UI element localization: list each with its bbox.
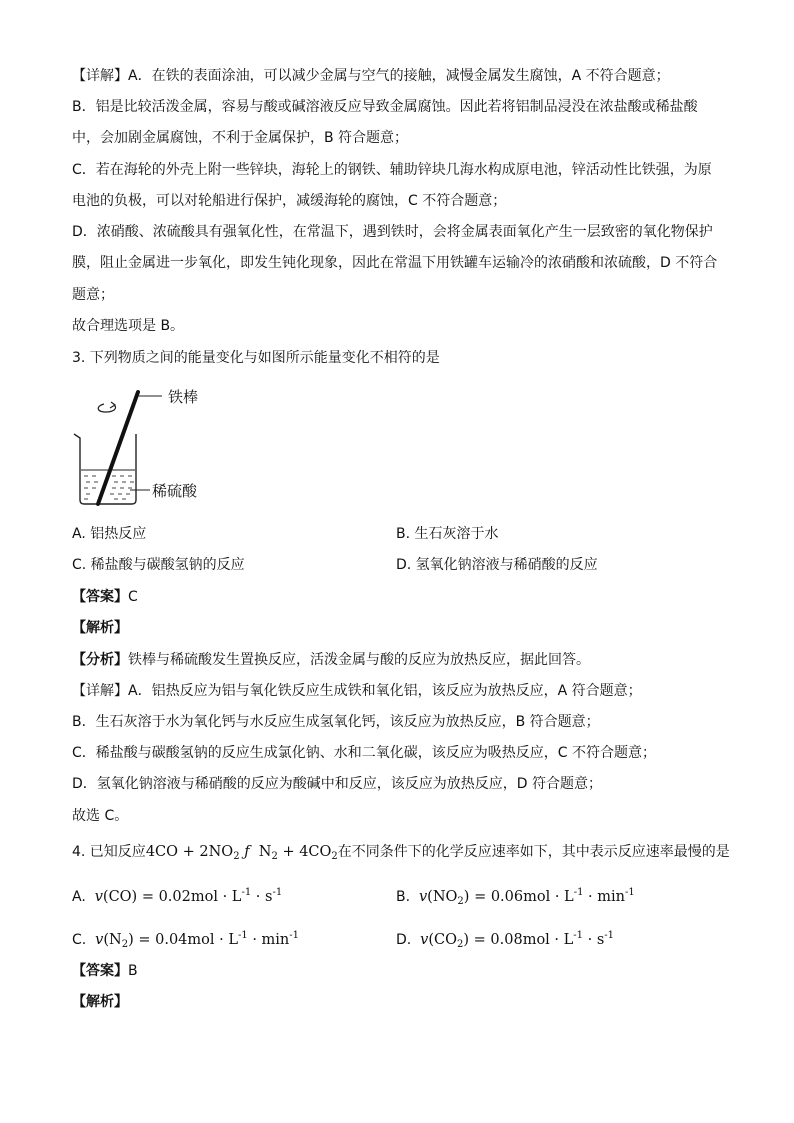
q4-option-d: D. $v(CO_2) = 0.08mol \cdot L^{-1} \cdot s^{-1}$ [396,930,615,950]
question-4-stem: 4. 已知反应$4CO + 2NO_2$ ƒ $N_2 + 4CO_2$在不同条件下的化学反应速率如下，其中表示反应速率最慢的是 [72,844,730,862]
text-line: 故合理选项是 B。 [72,318,185,334]
analysis-head: 【分析】 [72,652,128,668]
option-a: A. 铝热反应 [72,526,147,542]
detail-line: 【详解】A．铝热反应为铝与氧化铁反应生成铁和氧化铝，该反应为放热反应，A 符合题意； [72,683,642,699]
text-line: 题意； [72,287,114,303]
iron-rod [98,392,138,504]
text-line: 中，会加剧金属腐蚀，不利于金属保护，B 符合题意； [72,130,409,146]
q4-answer-line [72,961,138,981]
text-line: C．若在海轮的外壳上附一些锌块，海轮上的钢铁、辅助锌块几海水构成原电池，锌活动性比铁强，为原 [72,162,712,178]
dilute-sulfuric-acid-label: 稀硫酸 [152,482,198,500]
analysis-tag: 【解析】 [72,620,128,636]
text-line: 电池的负极，可以对轮船进行保护，减缓海轮的腐蚀，C 不符合题意； [72,193,507,209]
text-line: 膜，阻止金属进一步氧化，即发生钝化现象，因此在常温下用铁罐车运输冷的浓硝酸和浓硫酸，D 不符合 [72,255,718,271]
detail-line: B．生石灰溶于水为氧化钙与水反应生成氢氧化钙，该反应为放热反应，B 符合题意； [72,714,600,730]
analysis-text: 铁棒与稀硫酸发生置换反应，活泼金属与酸的反应为放热反应，据此回答。 [128,652,590,668]
text-line: 【详解】A．在铁的表面涂油，可以减少金属与空气的接触，减慢金属发生腐蚀，A 不符合题意； [72,68,670,84]
beaker-figure [70,382,220,512]
option-b: B. 生石灰溶于水 [396,526,499,542]
detail-line: D．氢氧化钠溶液与稀硝酸的反应为酸碱中和反应，该反应为放热反应，D 符合题意； [72,776,603,792]
text-line: B．铝是比较活泼金属，容易与酸或碱溶液反应导致金属腐蚀。因此若将铝制品浸没在浓盐酸或稀盐酸 [72,99,698,115]
analysis-line [72,650,590,670]
answer-value: C [128,589,138,605]
option-c: C. 稀盐酸与碳酸氢钠的反应 [72,557,245,573]
answer-tag: 【答案】 [72,963,128,979]
rotation-arrow-icon [98,404,115,412]
answer-tag: 【答案】 [72,589,128,605]
iron-rod-label: 铁棒 [168,388,199,406]
option-d: D. 氢氧化钠溶液与稀硝酸的反应 [396,557,598,573]
answer-value: B [128,963,138,979]
question-3-stem: 3. 下列物质之间的能量变化与如图所示能量变化不相符的是 [72,350,440,366]
detail-line: C．稀盐酸与碳酸氢钠的反应生成氯化钠、水和二氧化碳，该反应为吸热反应，C 不符合题意； [72,745,656,761]
reaction-equation: $4CO + 2NO_2$ ƒ $N_2 + 4CO_2$ [145,844,338,862]
q4-option-c: C. $v(N_2) = 0.04mol \cdot L^{-1} \cdot \min^{-1}$ [72,930,300,950]
answer-line [72,587,138,607]
text-line: D．浓硝酸、浓硫酸具有强氧化性，在常温下，遇到铁时，会将金属表面氧化产生一层致密的氧化物保护 [72,224,713,240]
q4-option-b: B. $v(NO_2) = 0.06mol \cdot L^{-1} \cdot \min^{-1}$ [396,887,635,907]
detail-line: 故选 C。 [72,808,129,824]
q4-option-a: A. $v(CO) = 0.02mol \cdot L^{-1} \cdot s^{-1}$ [72,887,283,905]
q4-analysis-tag: 【解析】 [72,994,128,1010]
